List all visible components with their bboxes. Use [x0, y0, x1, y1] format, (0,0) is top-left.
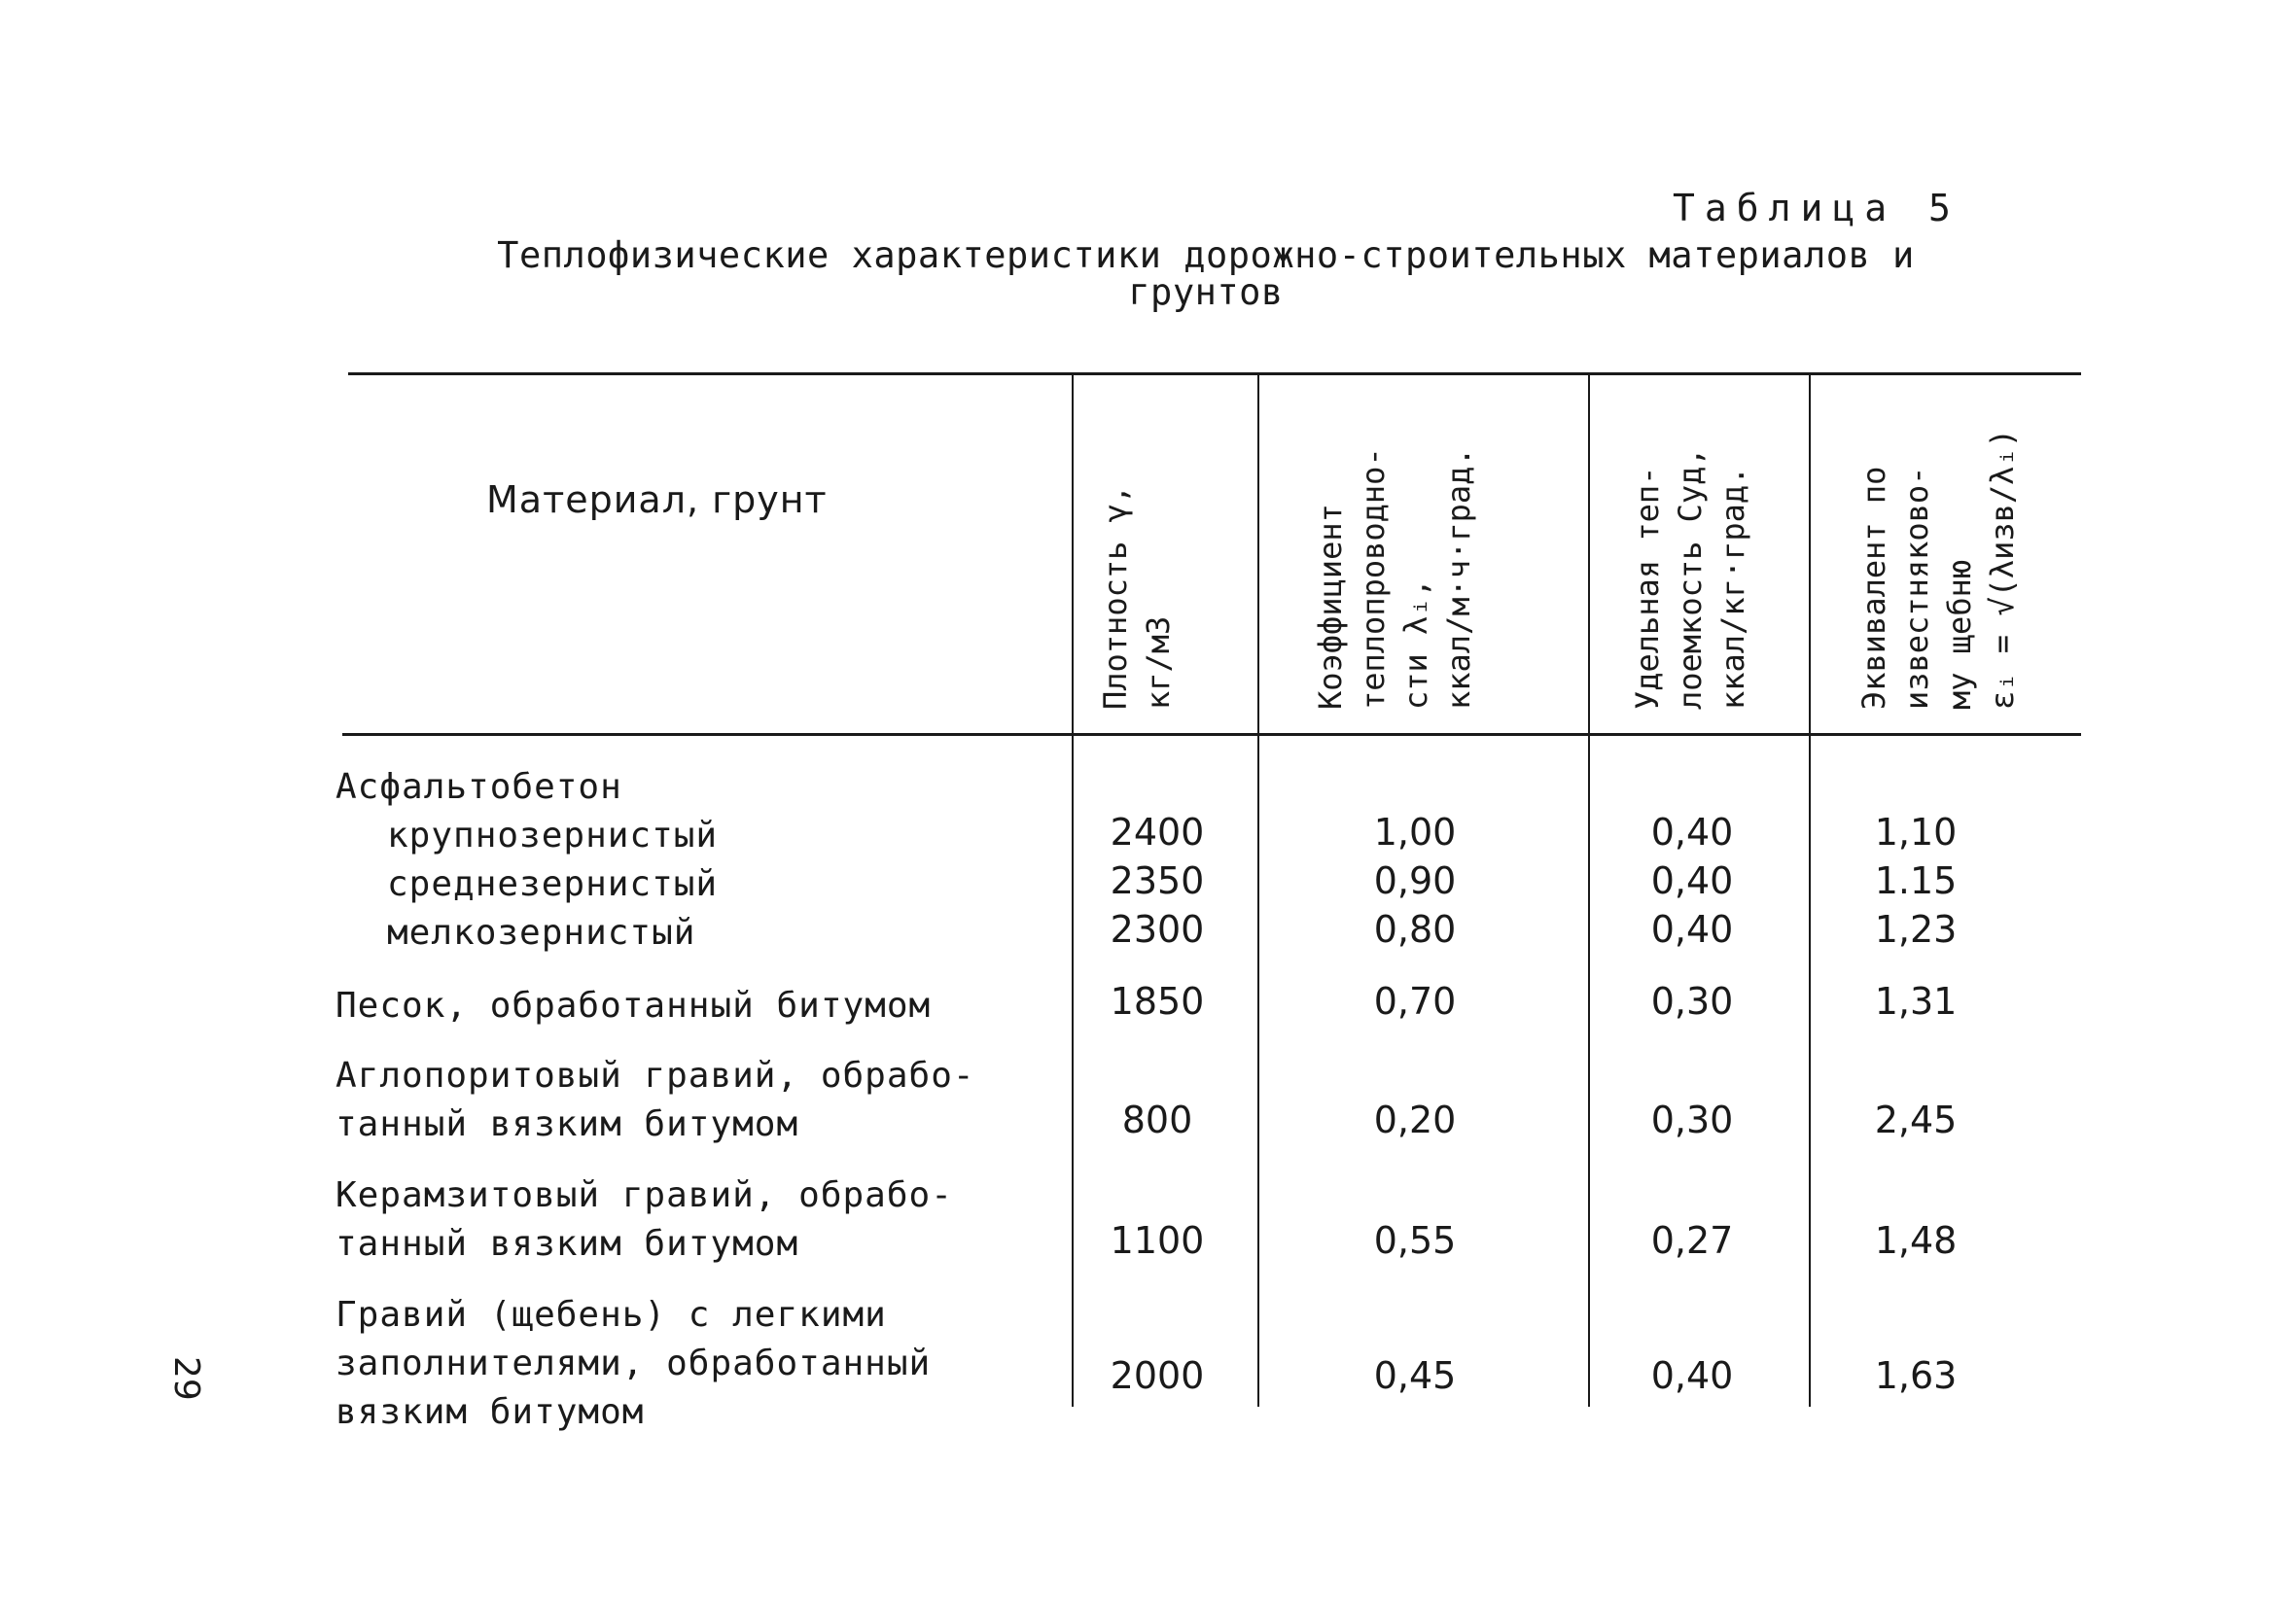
- group-label-asphalt: Асфальтобетон: [336, 767, 622, 807]
- header-material: Материал, грунт: [486, 478, 828, 521]
- cell-conductivity: 0,70: [1373, 980, 1457, 1023]
- header-equivalent-line: известняково-: [1898, 466, 1935, 710]
- header-density: [1094, 408, 1180, 710]
- header-conductivity-line: теплопроводно-: [1355, 447, 1392, 710]
- header-conductivity: [1309, 384, 1480, 710]
- column-divider-2: [1257, 374, 1259, 1407]
- cell-density: 800: [1121, 1099, 1193, 1141]
- row-material: крупнозернистый: [387, 816, 719, 856]
- table-label: Таблица 5: [1673, 187, 1960, 229]
- cell-conductivity: 0,20: [1373, 1099, 1457, 1141]
- header-equivalent-line: Эквивалент по: [1855, 466, 1892, 710]
- row-material: [336, 1171, 953, 1269]
- row-material: [336, 1291, 931, 1437]
- header-conductivity-line: Коэффициент: [1312, 504, 1349, 710]
- table-header-rule: [342, 733, 2081, 736]
- cell-heat-capacity: 0,40: [1650, 1354, 1734, 1397]
- cell-equivalent: 1,63: [1874, 1354, 1958, 1397]
- header-heat-capacity-line: Удельная теп-: [1629, 466, 1666, 710]
- cell-equivalent: 1,48: [1874, 1219, 1958, 1262]
- cell-density: 1100: [1110, 1219, 1205, 1262]
- cell-conductivity: 0,55: [1373, 1219, 1457, 1262]
- row-material: [336, 1052, 975, 1149]
- header-heat-capacity-line: лоемкость Cуд,: [1672, 447, 1709, 710]
- row-material: среднезернистый: [387, 864, 719, 904]
- row-material-line: Гравий (щебень) с легкими: [336, 1295, 887, 1335]
- row-material-line: Аглопоритовый гравий, обрабо-: [336, 1056, 975, 1096]
- cell-conductivity: 0,90: [1373, 859, 1457, 902]
- header-conductivity-line: сти λᵢ,: [1397, 578, 1434, 710]
- row-material-line: танный вязким битумом: [336, 1104, 799, 1144]
- row-material-line: вязким битумом: [336, 1392, 645, 1432]
- header-conductivity-line: ккал/м·ч·град.: [1440, 447, 1477, 710]
- cell-density: 2350: [1110, 859, 1205, 902]
- cell-density: 1850: [1110, 980, 1205, 1023]
- row-material: мелкозернистый: [387, 913, 696, 953]
- header-equivalent: [1853, 389, 2024, 710]
- cell-equivalent: 1.15: [1874, 859, 1958, 902]
- cell-equivalent: 2,45: [1874, 1099, 1958, 1141]
- cell-conductivity: 1,00: [1373, 811, 1457, 854]
- cell-equivalent: 1,31: [1874, 980, 1958, 1023]
- row-material-line: Керамзитовый гравий, обрабо-: [336, 1175, 953, 1215]
- column-divider-4: [1809, 374, 1811, 1407]
- cell-equivalent: 1,10: [1874, 811, 1958, 854]
- row-material: Песок, обработанный битумом: [336, 986, 932, 1026]
- cell-density: 2300: [1110, 908, 1205, 951]
- cell-heat-capacity: 0,30: [1650, 980, 1734, 1023]
- page-number: 29: [166, 1356, 206, 1401]
- table-title: Теплофизические характеристики дорожно-строительных материалов и грунтов: [497, 234, 1915, 313]
- cell-heat-capacity: 0,40: [1650, 859, 1734, 902]
- cell-density: 2000: [1110, 1354, 1205, 1397]
- header-density-line: Плотность γ,: [1097, 484, 1134, 710]
- header-equivalent-line: εᵢ = √(λизв/λᵢ): [1984, 429, 2021, 710]
- column-divider-3: [1588, 374, 1590, 1407]
- column-divider-1: [1072, 374, 1074, 1407]
- cell-heat-capacity: 0,30: [1650, 1099, 1734, 1141]
- cell-conductivity: 0,80: [1373, 908, 1457, 951]
- header-heat-capacity: [1626, 394, 1754, 710]
- table-top-rule: [348, 372, 2081, 375]
- cell-equivalent: 1,23: [1874, 908, 1958, 951]
- cell-density: 2400: [1110, 811, 1205, 854]
- cell-heat-capacity: 0,40: [1650, 811, 1734, 854]
- row-material-line: танный вязким битумом: [336, 1224, 799, 1264]
- row-material-line: заполнителями, обработанный: [336, 1344, 932, 1383]
- header-density-line: кг/м3: [1140, 615, 1177, 710]
- header-heat-capacity-line: ккал/кг·град.: [1714, 466, 1751, 710]
- header-equivalent-line: му щебню: [1941, 559, 1978, 710]
- cell-heat-capacity: 0,40: [1650, 908, 1734, 951]
- cell-heat-capacity: 0,27: [1650, 1219, 1734, 1262]
- cell-conductivity: 0,45: [1373, 1354, 1457, 1397]
